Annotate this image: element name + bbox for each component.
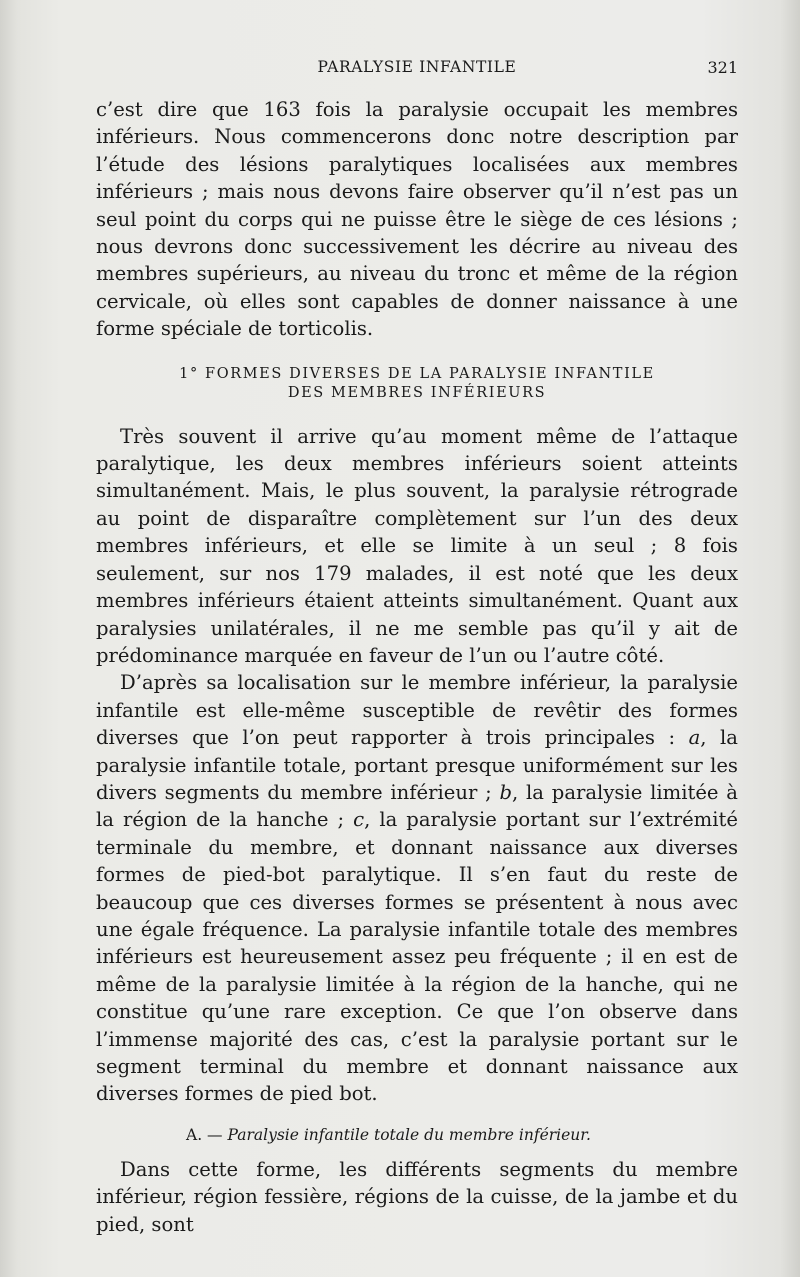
page-header (96, 58, 738, 86)
paragraph-intro: c’est dire que 163 fois la paralysie occupait les membres inférieurs. Nous commencerons donc notre description par l’étude des lésions paralytiques localisées aux membres inférieurs ; mais nous devons faire observer qu’il n’est pas un seul point du corps qui ne puisse être le siège de ces lésions ; nous devrons donc successivement les décrire au niveau des membres supérieurs, au niveau du tronc et même de la région cervicale, où elles sont capables de donner naissance à une forme spéciale de torticolis. (96, 98, 738, 341)
subsection-title: Paralysie infantile totale du membre inférieur. (227, 1125, 591, 1144)
page-number: 321 (707, 58, 738, 77)
section-heading (96, 365, 738, 403)
paragraph-localisation-text-1: D’après sa localisation sur le membre inférieur, la paralysie infantile est elle-même susceptible de revêtir des formes diverses que l’on peut rapporter à trois principales : (96, 671, 738, 750)
paragraph-localisation-text-4: , la paralysie portant sur l’extrémité terminale du membre, et donnant naissance aux diverses formes de pied-bot paralytique. Il s’en faut du reste de beaucoup que ces diverses formes se présentent à nous avec une égale fréquence. La paralysie infantile totale des membres inférieurs est heureusement assez peu fréquente ; il en est de même de la paralysie limitée à la région de la hanche, qui ne constitue qu’une rare exception. Ce que l’on observe dans l’immense majorité des cas, c’est la paralysie portant sur le segment terminal du membre et donnant naissance aux diverses formes de pied bot. (96, 808, 738, 1106)
marker-b: b (499, 780, 513, 804)
section-heading-line-1: 1° FORMES DIVERSES DE LA PARALYSIE INFANTILE (179, 365, 655, 382)
running-title: PARALYSIE INFANTILE (317, 58, 517, 76)
subsection-marker: A. — (186, 1125, 228, 1144)
paragraph-localisation-text-3: , la paralysie limitée à la région de la hanche ; (96, 780, 738, 832)
marker-a: a (688, 726, 701, 750)
paragraph-simultaneous: Très souvent il arrive qu’au moment même de l’attaque paralytique, les deux membres inférieurs soient atteints simultanément. Mais, le plus souvent, la paralysie rétrograde au point de disparaître complètement sur l’un des deux membres inférieurs, et elle se limite à un seul ; 8 fois seulement, sur nos 179 malades, il est noté que les deux membres inférieurs étaient atteints simultanément. Quant aux paralysies unilatérales, il ne me semble pas qu’il y ait de prédominance marquée en faveur de l’un ou l’autre côté. (96, 424, 738, 667)
marker-c: c (353, 808, 365, 832)
section-heading-line-2: DES MEMBRES INFÉRIEURS (287, 384, 547, 401)
body-text (96, 96, 738, 1238)
paragraph-localisation (96, 669, 738, 1108)
paragraph-total-form: Dans cette forme, les différents segments du membre inférieur, région fessière, régions de la cuisse, de la jambe et du pied, sont (96, 1157, 738, 1236)
paragraph-localisation-text-2: , la paralysie infantile totale, portant presque uniformément sur les divers segments du membre inférieur ; (96, 726, 738, 804)
subsection-heading (96, 1124, 738, 1146)
